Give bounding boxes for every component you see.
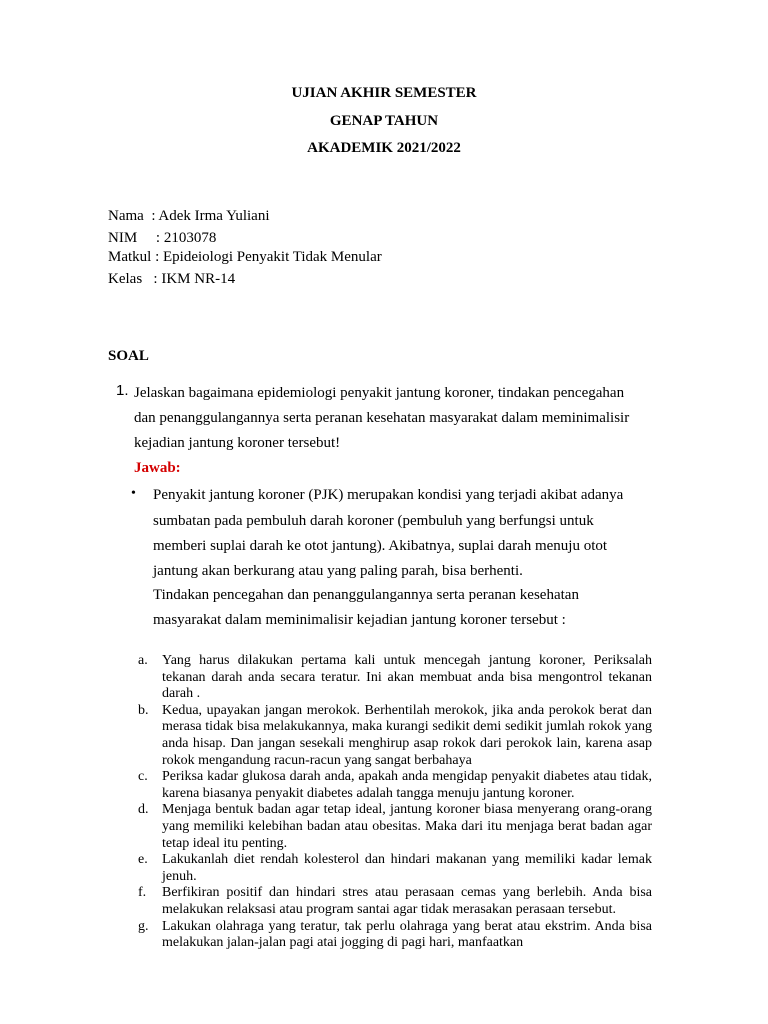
prevention-list bbox=[138, 653, 652, 952]
list-item-letter: a. bbox=[138, 653, 148, 668]
answer-paragraph-line: jantung akan berkurang atau yang paling parah, bisa berhenti. bbox=[153, 563, 523, 579]
student-name: Nama : Adek Irma Yuliani bbox=[108, 208, 270, 224]
question-line: kejadian jantung koroner tersebut! bbox=[134, 435, 341, 451]
class-name: Kelas : IKM NR-14 bbox=[108, 271, 236, 287]
list-item-text: Yang harus dilakukan pertama kali untuk mencegah jantung koroner, Periksalah tekanan darah anda secara teratur. Ini akan membuat anda bisa mengontrol tekanan darah . bbox=[162, 653, 652, 702]
question-line: Jelaskan bagaimana epidemiologi penyakit jantung koroner, tindakan pencegahan bbox=[134, 385, 625, 401]
list-item-text: Lakukan olahraga yang teratur, tak perlu olahraga yang berat atau ekstrim. Anda bisa melakukan jalan-jalan pagi atai jogging di pagi hari, manfaatkan bbox=[162, 918, 652, 951]
list-item-letter: f. bbox=[138, 885, 147, 901]
list-item bbox=[138, 852, 652, 885]
answer-paragraph-line: Tindakan pencegahan dan penanggulangannya serta peranan kesehatan bbox=[153, 587, 579, 603]
list-item-letter: e. bbox=[138, 852, 148, 868]
list-item-text: Kedua, upayakan jangan merokok. Berhentilah merokok, jika anda perokok berat dan merasa tidak bisa melakukannya, maka kurangi sedikit demi sedikit jumlah rokok yang anda hisap. Dan jangan sesekali menghirup asap rokok dari perokok lain, karena asap rokok mengandung racun-racun yang sangat berbahaya bbox=[162, 702, 652, 768]
answer-paragraph-line: masyarakat dalam meminimalisir kejadian jantung koroner tersebut : bbox=[153, 612, 566, 628]
list-item-letter: d. bbox=[138, 802, 149, 818]
answer-paragraph-line: Penyakit jantung koroner (PJK) merupakan kondisi yang terjadi akibat adanya bbox=[153, 487, 624, 503]
question-number: 1. bbox=[116, 382, 129, 399]
list-item bbox=[138, 769, 652, 802]
list-item-text: Berfikiran positif dan hindari stres atau perasaan cemas yang berlebih. Anda bisa melakukan relaksasi atau program santai agar tidak merasakan perasaan tersebut. bbox=[162, 885, 652, 917]
answer-paragraph-line: sumbatan pada pembuluh darah koroner (pembuluh yang berfungsi untuk bbox=[153, 513, 594, 529]
exam-subtitle-year: AKADEMIK 2021/2022 bbox=[307, 140, 461, 156]
exam-title: UJIAN AKHIR SEMESTER bbox=[291, 85, 477, 101]
student-nim: NIM : 2103078 bbox=[108, 230, 217, 246]
list-item-text: Periksa kadar glukosa darah anda, apakah anda mengidap penyakit diabetes atau tidak, karena biasanya penyakit diabetes adalah tangga menuju jantung koroner. bbox=[162, 769, 652, 801]
answer-paragraph-line: memberi suplai darah ke otot jantung). Akibatnya, suplai darah menuju otot bbox=[153, 538, 608, 554]
bullet-icon: • bbox=[131, 486, 136, 501]
answer-label: Jawab: bbox=[134, 460, 181, 476]
soal-heading: SOAL bbox=[108, 348, 149, 364]
list-item-letter: g. bbox=[138, 918, 149, 934]
list-item bbox=[138, 653, 652, 703]
list-item bbox=[138, 885, 652, 918]
list-item-letter: b. bbox=[138, 702, 149, 718]
list-item-letter: c. bbox=[138, 769, 148, 785]
list-item bbox=[138, 703, 652, 769]
list-item-text: Lakukanlah diet rendah kolesterol dan hindari makanan yang memiliki kadar lemak jenuh. bbox=[162, 852, 652, 884]
list-item bbox=[138, 802, 652, 852]
course-name: Matkul : Epideiologi Penyakit Tidak Menular bbox=[108, 249, 382, 265]
question-line: dan penanggulangannya serta peranan kesehatan masyarakat dalam meminimalisir bbox=[134, 410, 630, 426]
list-item bbox=[138, 919, 652, 952]
list-item-text: Menjaga bentuk badan agar tetap ideal, jantung koroner biasa menyerang orang-orang yang memiliki kelebihan badan atau obesitas. Maka dari itu menjaga berat badan agar tetap ideal itu penting. bbox=[162, 802, 652, 851]
exam-subtitle-semester: GENAP TAHUN bbox=[329, 113, 439, 129]
